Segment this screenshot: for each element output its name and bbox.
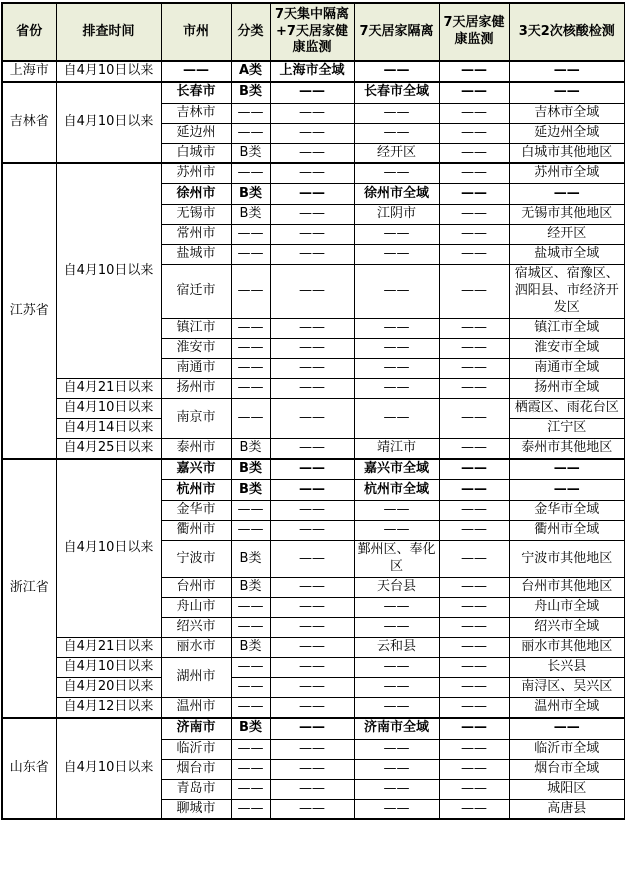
table-cell: ——	[270, 501, 354, 521]
table-cell: ——	[439, 398, 509, 438]
table-cell: ——	[439, 378, 509, 398]
table-cell: 自4月10日以来	[56, 163, 161, 378]
table-cell: 淮安市全域	[509, 338, 625, 358]
table-cell: ——	[270, 480, 354, 501]
table-cell: B类	[231, 541, 270, 578]
table-cell: ——	[270, 459, 354, 480]
table-cell: ——	[354, 245, 439, 265]
table-cell: 吉林市	[161, 103, 231, 123]
table-cell: B类	[231, 578, 270, 598]
table-cell: ——	[270, 338, 354, 358]
table-cell: ——	[231, 225, 270, 245]
table-cell: ——	[354, 358, 439, 378]
table-cell: ——	[231, 398, 270, 438]
table-cell: 济南市全域	[354, 718, 439, 739]
table-cell: ——	[439, 480, 509, 501]
table-cell: 南通市全域	[509, 358, 625, 378]
table-cell: ——	[270, 578, 354, 598]
table-cell: 舟山市	[161, 598, 231, 618]
table-cell: 泰州市其他地区	[509, 438, 625, 458]
table-cell: ——	[231, 759, 270, 779]
table-cell: 宁波市其他地区	[509, 541, 625, 578]
header-cell-province: 省份	[2, 3, 56, 61]
table-cell: 自4月10日以来	[56, 82, 161, 163]
table-cell: ——	[354, 618, 439, 638]
table-cell: B类	[231, 143, 270, 163]
table-cell: ——	[270, 799, 354, 819]
table-cell: 白城市其他地区	[509, 143, 625, 163]
table-cell: 常州市	[161, 225, 231, 245]
table-cell: 高唐县	[509, 799, 625, 819]
table-cell: ——	[354, 61, 439, 82]
table-cell: 浙江省	[2, 459, 56, 718]
table-cell: 自4月10日以来	[56, 61, 161, 82]
table-row	[2, 638, 625, 658]
table-cell: ——	[231, 378, 270, 398]
table-cell: 杭州市全域	[354, 480, 439, 501]
table-cell: ——	[354, 103, 439, 123]
table-cell: ——	[439, 501, 509, 521]
table-cell: ——	[270, 225, 354, 245]
table-cell: ——	[439, 338, 509, 358]
table-cell: ——	[354, 678, 439, 698]
table-cell: 南浔区、吴兴区	[509, 678, 625, 698]
table-cell: 长春市	[161, 82, 231, 103]
table-cell: ——	[354, 378, 439, 398]
table-cell: ——	[231, 779, 270, 799]
table-cell: ——	[439, 318, 509, 338]
table-cell: ——	[270, 598, 354, 618]
table-cell: ——	[270, 398, 354, 438]
header-cell-home-monitoring: 7天居家健康监测	[439, 3, 509, 61]
table-cell: ——	[439, 438, 509, 458]
table-cell: 南通市	[161, 358, 231, 378]
table-cell: 江宁区	[509, 418, 625, 438]
table-cell: ——	[354, 265, 439, 319]
table-cell: ——	[439, 618, 509, 638]
header-cell-central-quarantine: 7天集中隔离+7天居家健康监测	[270, 3, 354, 61]
table-cell: ——	[270, 541, 354, 578]
table-cell: 丽水市其他地区	[509, 638, 625, 658]
table-cell: ——	[354, 759, 439, 779]
table-cell: ——	[270, 678, 354, 698]
table-cell: 延边州	[161, 123, 231, 143]
table-cell: ——	[354, 598, 439, 618]
table-cell: ——	[231, 265, 270, 319]
table-cell: 无锡市	[161, 205, 231, 225]
table-cell: 台州市	[161, 578, 231, 598]
table-cell: 杭州市	[161, 480, 231, 501]
table-cell: 嘉兴市	[161, 459, 231, 480]
table-cell: ——	[439, 205, 509, 225]
table-cell: ——	[231, 338, 270, 358]
table-cell: 镇江市	[161, 318, 231, 338]
table-cell: 江阴市	[354, 205, 439, 225]
table-cell: ——	[270, 205, 354, 225]
table-cell: 天台县	[354, 578, 439, 598]
table-cell: B类	[231, 438, 270, 458]
table-cell: 宿城区、宿豫区、泗阳县、市经济开发区	[509, 265, 625, 319]
table-cell: ——	[439, 698, 509, 718]
table-cell: 自4月10日以来	[56, 459, 161, 638]
table-cell: ——	[270, 318, 354, 338]
quarantine-policy-table	[1, 2, 625, 820]
table-row	[2, 658, 625, 678]
table-cell: 苏州市	[161, 163, 231, 183]
table-cell: ——	[509, 61, 625, 82]
table-cell: 宁波市	[161, 541, 231, 578]
table-cell: ——	[439, 598, 509, 618]
table-cell: 泰州市	[161, 438, 231, 458]
table-cell: B类	[231, 184, 270, 205]
table-cell: 经开区	[509, 225, 625, 245]
table-cell: ——	[270, 378, 354, 398]
table-cell: ——	[231, 618, 270, 638]
table-cell: 南京市	[161, 398, 231, 438]
table-cell: ——	[439, 459, 509, 480]
table-cell: ——	[231, 521, 270, 541]
table-cell: 自4月10日以来	[56, 718, 161, 819]
table-cell: ——	[509, 459, 625, 480]
table-cell: ——	[439, 521, 509, 541]
table-cell: ——	[231, 799, 270, 819]
table-body	[2, 61, 625, 819]
table-cell: 温州市	[161, 698, 231, 718]
table-row	[2, 718, 625, 739]
table-cell: ——	[354, 123, 439, 143]
table-cell: ——	[270, 521, 354, 541]
table-row	[2, 82, 625, 103]
header-cell-category: 分类	[231, 3, 270, 61]
table-cell: 自4月25日以来	[56, 438, 161, 458]
table-cell: 临沂市	[161, 739, 231, 759]
table-cell: 扬州市	[161, 378, 231, 398]
header-cell-screening-time: 排查时间	[56, 3, 161, 61]
table-cell: 衢州市全域	[509, 521, 625, 541]
table-cell: ——	[439, 578, 509, 598]
table-cell: ——	[161, 61, 231, 82]
table-cell: 自4月21日以来	[56, 378, 161, 398]
table-cell: 衢州市	[161, 521, 231, 541]
table-cell: B类	[231, 459, 270, 480]
table-cell: ——	[270, 143, 354, 163]
table-cell: ——	[439, 718, 509, 739]
table-cell: 苏州市全域	[509, 163, 625, 183]
table-row	[2, 678, 625, 698]
table-cell: 聊城市	[161, 799, 231, 819]
table-cell: 温州市全域	[509, 698, 625, 718]
table-cell: ——	[354, 779, 439, 799]
table-cell: 吉林市全域	[509, 103, 625, 123]
table-cell: ——	[509, 82, 625, 103]
table-cell: ——	[231, 501, 270, 521]
table-cell: ——	[354, 163, 439, 183]
table-cell: 无锡市其他地区	[509, 205, 625, 225]
table-cell: 绍兴市	[161, 618, 231, 638]
table-cell: 上海市全域	[270, 61, 354, 82]
table-cell: 经开区	[354, 143, 439, 163]
table-cell: 镇江市全域	[509, 318, 625, 338]
table-cell: ——	[354, 501, 439, 521]
table-cell: B类	[231, 638, 270, 658]
table-cell: 丽水市	[161, 638, 231, 658]
table-cell: ——	[439, 123, 509, 143]
header-row	[2, 3, 625, 61]
table-cell: 嘉兴市全域	[354, 459, 439, 480]
table-cell: 吉林省	[2, 82, 56, 163]
table-cell: ——	[354, 338, 439, 358]
table-cell: 金华市全域	[509, 501, 625, 521]
table-cell: ——	[354, 698, 439, 718]
table-cell: ——	[270, 779, 354, 799]
table-cell: 上海市	[2, 61, 56, 82]
table-cell: 烟台市	[161, 759, 231, 779]
table-cell: ——	[354, 225, 439, 245]
table-cell: ——	[439, 739, 509, 759]
table-cell: 临沂市全域	[509, 739, 625, 759]
table-cell: ——	[439, 678, 509, 698]
table-cell: ——	[439, 103, 509, 123]
table-cell: ——	[509, 718, 625, 739]
table-cell: ——	[270, 698, 354, 718]
table-cell: ——	[270, 123, 354, 143]
table-cell: ——	[270, 184, 354, 205]
table-header	[2, 3, 625, 61]
table-cell: ——	[439, 265, 509, 319]
table-cell: 青岛市	[161, 779, 231, 799]
table-cell: ——	[270, 245, 354, 265]
table-cell: ——	[231, 318, 270, 338]
table-cell: ——	[270, 718, 354, 739]
table-cell: ——	[270, 759, 354, 779]
table-cell: 城阳区	[509, 779, 625, 799]
table-cell: ——	[231, 698, 270, 718]
table-cell: 自4月10日以来	[56, 398, 161, 418]
table-cell: 淮安市	[161, 338, 231, 358]
table-cell: ——	[270, 739, 354, 759]
table-cell: ——	[231, 123, 270, 143]
table-cell: 台州市其他地区	[509, 578, 625, 598]
table-cell: ——	[231, 678, 270, 698]
table-row	[2, 398, 625, 418]
table-cell: 自4月21日以来	[56, 638, 161, 658]
table-row	[2, 438, 625, 458]
table-cell: A类	[231, 61, 270, 82]
table-cell: B类	[231, 205, 270, 225]
table-cell: 长兴县	[509, 658, 625, 678]
header-cell-home-quarantine: 7天居家隔离	[354, 3, 439, 61]
table-row	[2, 163, 625, 183]
table-cell: ——	[270, 638, 354, 658]
header-cell-city: 市州	[161, 3, 231, 61]
table-cell: 自4月12日以来	[56, 698, 161, 718]
table-cell: ——	[439, 163, 509, 183]
header-cell-nucleic-acid-test: 3天2次核酸检测	[509, 3, 625, 61]
table-cell: ——	[231, 245, 270, 265]
table-row	[2, 459, 625, 480]
table-cell: 宿迁市	[161, 265, 231, 319]
table-cell: ——	[270, 265, 354, 319]
table-cell: ——	[270, 618, 354, 638]
table-cell: 湖州市	[161, 658, 231, 698]
table-cell: ——	[439, 184, 509, 205]
table-row	[2, 378, 625, 398]
table-cell: 自4月20日以来	[56, 678, 161, 698]
table-row	[2, 698, 625, 718]
table-cell: 长春市全域	[354, 82, 439, 103]
table-cell: ——	[231, 598, 270, 618]
table-cell: 舟山市全域	[509, 598, 625, 618]
table-cell: ——	[439, 759, 509, 779]
table-cell: ——	[354, 521, 439, 541]
table-cell: B类	[231, 718, 270, 739]
table-cell: ——	[509, 480, 625, 501]
table-cell: 云和县	[354, 638, 439, 658]
table-cell: ——	[439, 82, 509, 103]
table-cell: ——	[231, 163, 270, 183]
table-cell: ——	[270, 658, 354, 678]
table-cell: ——	[270, 163, 354, 183]
table-cell: ——	[270, 82, 354, 103]
table-cell: ——	[439, 358, 509, 378]
table-cell: ——	[270, 358, 354, 378]
table-cell: 自4月10日以来	[56, 658, 161, 678]
table-cell: ——	[439, 799, 509, 819]
table-cell: 靖江市	[354, 438, 439, 458]
table-cell: ——	[354, 318, 439, 338]
table-cell: ——	[231, 658, 270, 678]
table-cell: ——	[231, 739, 270, 759]
table-cell: ——	[354, 799, 439, 819]
table-cell: ——	[439, 541, 509, 578]
table-cell: 山东省	[2, 718, 56, 819]
table-cell: ——	[439, 658, 509, 678]
table-cell: 扬州市全域	[509, 378, 625, 398]
table-cell: 徐州市	[161, 184, 231, 205]
table-cell: 鄞州区、奉化区	[354, 541, 439, 578]
table-cell: 烟台市全域	[509, 759, 625, 779]
table-cell: 金华市	[161, 501, 231, 521]
table-cell: 济南市	[161, 718, 231, 739]
table-cell: ——	[231, 358, 270, 378]
table-cell: 盐城市	[161, 245, 231, 265]
table-cell: ——	[354, 658, 439, 678]
table-cell: 徐州市全域	[354, 184, 439, 205]
table-cell: ——	[439, 225, 509, 245]
table-cell: 延边州全域	[509, 123, 625, 143]
table-cell: ——	[439, 779, 509, 799]
table-cell: ——	[509, 184, 625, 205]
table-cell: ——	[270, 103, 354, 123]
table-cell: B类	[231, 82, 270, 103]
table-cell: ——	[439, 143, 509, 163]
table-cell: B类	[231, 480, 270, 501]
table-cell: ——	[354, 398, 439, 438]
table-cell: ——	[231, 103, 270, 123]
table-cell: 盐城市全域	[509, 245, 625, 265]
table-cell: ——	[270, 438, 354, 458]
table-cell: ——	[439, 245, 509, 265]
table-cell: 自4月14日以来	[56, 418, 161, 438]
table-cell: ——	[439, 638, 509, 658]
table-cell: 栖霞区、雨花台区	[509, 398, 625, 418]
table-cell: 白城市	[161, 143, 231, 163]
table-cell: ——	[354, 739, 439, 759]
table-cell: 绍兴市全域	[509, 618, 625, 638]
table-cell: 江苏省	[2, 163, 56, 458]
table-row	[2, 61, 625, 82]
table-cell: ——	[439, 61, 509, 82]
